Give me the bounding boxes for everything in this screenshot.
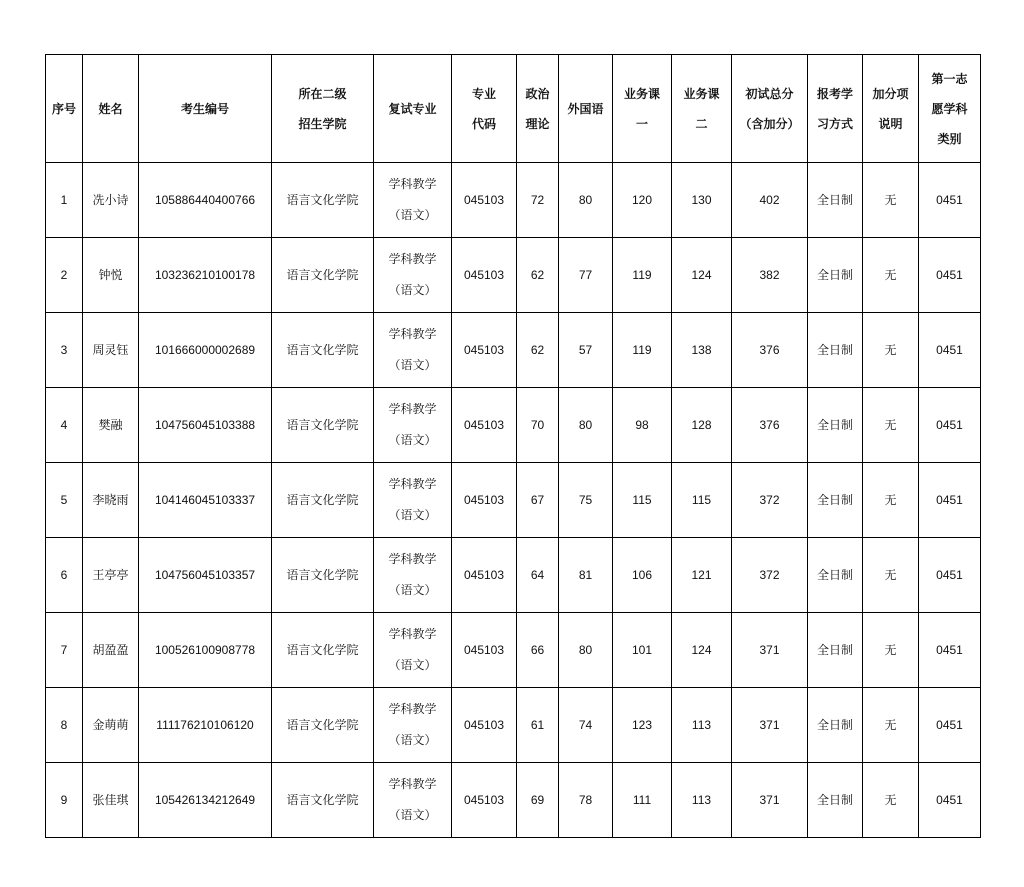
cell-category: 0451 [919, 688, 981, 763]
header-label: 说明 [878, 116, 903, 131]
cell-course2: 138 [672, 313, 732, 388]
col-header-seq [46, 55, 83, 163]
col-header-name [83, 55, 139, 163]
major-line: （语文） [388, 733, 437, 747]
cell-foreign: 78 [559, 763, 613, 838]
cell-foreign: 81 [559, 538, 613, 613]
header-label: 类别 [937, 131, 962, 146]
cell-politics: 62 [517, 238, 559, 313]
cell-bonus: 无 [863, 613, 919, 688]
cell-course1: 123 [613, 688, 672, 763]
header-label: 理论 [525, 116, 550, 131]
cell-college: 语言文化学院 [272, 313, 374, 388]
cell-course1: 119 [613, 238, 672, 313]
cell-name: 王亭亭 [83, 538, 139, 613]
major-line: 学科教学 [388, 552, 437, 566]
cell-mode: 全日制 [808, 463, 863, 538]
cell-name: 金萌萌 [83, 688, 139, 763]
cell-major [374, 388, 452, 463]
cell-college: 语言文化学院 [272, 238, 374, 313]
cell-seq: 9 [46, 763, 83, 838]
col-header-mode [808, 55, 863, 163]
cell-college: 语言文化学院 [272, 463, 374, 538]
table-row [46, 763, 981, 838]
header-label: 招生学院 [298, 116, 347, 131]
header-label: 一 [635, 116, 648, 131]
major-line: 学科教学 [388, 477, 437, 491]
header-label: 加分项 [872, 86, 909, 101]
cell-name: 樊融 [83, 388, 139, 463]
cell-code: 045103 [452, 163, 517, 238]
cell-category: 0451 [919, 463, 981, 538]
cell-course1: 101 [613, 613, 672, 688]
table-row [46, 688, 981, 763]
cell-course2: 113 [672, 763, 732, 838]
cell-exam-no: 105426134212649 [139, 763, 272, 838]
header-label: 代码 [471, 116, 496, 131]
cell-mode: 全日制 [808, 313, 863, 388]
cell-foreign: 77 [559, 238, 613, 313]
cell-foreign: 57 [559, 313, 613, 388]
col-header-politics [517, 55, 559, 163]
cell-total: 372 [732, 538, 808, 613]
cell-bonus: 无 [863, 163, 919, 238]
cell-seq: 3 [46, 313, 83, 388]
cell-bonus: 无 [863, 388, 919, 463]
cell-code: 045103 [452, 613, 517, 688]
cell-politics: 64 [517, 538, 559, 613]
cell-major [374, 238, 452, 313]
cell-bonus: 无 [863, 463, 919, 538]
header-label: 报考学 [816, 86, 853, 101]
col-header-exam-no [139, 55, 272, 163]
cell-course2: 121 [672, 538, 732, 613]
cell-course1: 120 [613, 163, 672, 238]
cell-mode: 全日制 [808, 388, 863, 463]
cell-category: 0451 [919, 613, 981, 688]
table-row [46, 238, 981, 313]
cell-bonus: 无 [863, 238, 919, 313]
table-row [46, 463, 981, 538]
cell-exam-no: 103236210100178 [139, 238, 272, 313]
major-line: 学科教学 [388, 627, 437, 641]
cell-course1: 98 [613, 388, 672, 463]
admission-score-table [45, 54, 981, 838]
cell-major [374, 688, 452, 763]
cell-politics: 67 [517, 463, 559, 538]
cell-bonus: 无 [863, 313, 919, 388]
cell-seq: 2 [46, 238, 83, 313]
cell-total: 382 [732, 238, 808, 313]
cell-politics: 61 [517, 688, 559, 763]
header-label: 业务课 [683, 86, 720, 101]
cell-seq: 8 [46, 688, 83, 763]
cell-major [374, 613, 452, 688]
cell-politics: 62 [517, 313, 559, 388]
major-line: （语文） [388, 808, 437, 822]
cell-course2: 113 [672, 688, 732, 763]
cell-politics: 66 [517, 613, 559, 688]
header-label: 二 [695, 116, 708, 131]
cell-course1: 106 [613, 538, 672, 613]
table-row [46, 613, 981, 688]
cell-total: 372 [732, 463, 808, 538]
header-label: 初试总分 [745, 86, 794, 101]
cell-code: 045103 [452, 763, 517, 838]
cell-foreign: 75 [559, 463, 613, 538]
cell-college: 语言文化学院 [272, 613, 374, 688]
cell-category: 0451 [919, 238, 981, 313]
cell-foreign: 80 [559, 163, 613, 238]
cell-category: 0451 [919, 763, 981, 838]
major-line: （语文） [388, 208, 437, 222]
cell-major [374, 313, 452, 388]
cell-code: 045103 [452, 388, 517, 463]
cell-course2: 130 [672, 163, 732, 238]
header-label: 序号 [51, 101, 76, 116]
header-label: 复试专业 [388, 101, 437, 116]
cell-mode: 全日制 [808, 763, 863, 838]
cell-mode: 全日制 [808, 688, 863, 763]
cell-politics: 72 [517, 163, 559, 238]
major-line: 学科教学 [388, 702, 437, 716]
cell-name: 冼小诗 [83, 163, 139, 238]
cell-seq: 4 [46, 388, 83, 463]
cell-politics: 70 [517, 388, 559, 463]
cell-course2: 115 [672, 463, 732, 538]
cell-name: 胡盈盈 [83, 613, 139, 688]
cell-mode: 全日制 [808, 538, 863, 613]
col-header-category [919, 55, 981, 163]
cell-bonus: 无 [863, 538, 919, 613]
cell-course1: 119 [613, 313, 672, 388]
col-header-bonus [863, 55, 919, 163]
cell-major [374, 538, 452, 613]
col-header-course2 [672, 55, 732, 163]
cell-category: 0451 [919, 163, 981, 238]
cell-total: 371 [732, 613, 808, 688]
header-label: 第一志 [931, 71, 968, 86]
cell-exam-no: 100526100908778 [139, 613, 272, 688]
table-row [46, 163, 981, 238]
cell-total: 376 [732, 388, 808, 463]
major-line: （语文） [388, 433, 437, 447]
cell-foreign: 80 [559, 388, 613, 463]
cell-code: 045103 [452, 238, 517, 313]
header-label: （含加分） [739, 116, 800, 131]
col-header-foreign [559, 55, 613, 163]
cell-total: 371 [732, 688, 808, 763]
cell-course1: 111 [613, 763, 672, 838]
cell-category: 0451 [919, 313, 981, 388]
cell-major [374, 163, 452, 238]
col-header-code [452, 55, 517, 163]
header-label: 习方式 [816, 116, 853, 131]
cell-foreign: 74 [559, 688, 613, 763]
major-line: 学科教学 [388, 777, 437, 791]
cell-college: 语言文化学院 [272, 763, 374, 838]
cell-name: 李晓雨 [83, 463, 139, 538]
cell-course2: 124 [672, 613, 732, 688]
header-label: 外国语 [567, 101, 604, 116]
cell-seq: 5 [46, 463, 83, 538]
cell-code: 045103 [452, 538, 517, 613]
table-row [46, 313, 981, 388]
cell-name: 周灵钰 [83, 313, 139, 388]
cell-mode: 全日制 [808, 613, 863, 688]
cell-course2: 128 [672, 388, 732, 463]
col-header-college [272, 55, 374, 163]
cell-total: 376 [732, 313, 808, 388]
document-sheet [45, 54, 980, 838]
header-label: 考生编号 [180, 101, 229, 116]
col-header-total [732, 55, 808, 163]
header-label: 姓名 [98, 101, 123, 116]
cell-code: 045103 [452, 688, 517, 763]
major-line: （语文） [388, 508, 437, 522]
cell-mode: 全日制 [808, 163, 863, 238]
cell-seq: 6 [46, 538, 83, 613]
header-label: 业务课 [623, 86, 660, 101]
cell-course1: 115 [613, 463, 672, 538]
cell-exam-no: 101666000002689 [139, 313, 272, 388]
cell-exam-no: 104756045103388 [139, 388, 272, 463]
cell-college: 语言文化学院 [272, 688, 374, 763]
cell-category: 0451 [919, 388, 981, 463]
table-row [46, 538, 981, 613]
cell-total: 371 [732, 763, 808, 838]
cell-category: 0451 [919, 538, 981, 613]
cell-college: 语言文化学院 [272, 388, 374, 463]
header-label: 所在二级 [298, 86, 347, 101]
cell-exam-no: 104756045103357 [139, 538, 272, 613]
major-line: 学科教学 [388, 252, 437, 266]
cell-bonus: 无 [863, 688, 919, 763]
table-header-row [46, 55, 981, 163]
cell-code: 045103 [452, 313, 517, 388]
col-header-course1 [613, 55, 672, 163]
cell-exam-no: 105886440400766 [139, 163, 272, 238]
major-line: 学科教学 [388, 327, 437, 341]
cell-bonus: 无 [863, 763, 919, 838]
cell-name: 张佳琪 [83, 763, 139, 838]
cell-foreign: 80 [559, 613, 613, 688]
cell-total: 402 [732, 163, 808, 238]
cell-exam-no: 111176210106120 [139, 688, 272, 763]
cell-mode: 全日制 [808, 238, 863, 313]
cell-exam-no: 104146045103337 [139, 463, 272, 538]
cell-major [374, 763, 452, 838]
cell-name: 钟悦 [83, 238, 139, 313]
major-line: 学科教学 [388, 402, 437, 416]
cell-major [374, 463, 452, 538]
cell-seq: 1 [46, 163, 83, 238]
table-row [46, 388, 981, 463]
cell-code: 045103 [452, 463, 517, 538]
cell-seq: 7 [46, 613, 83, 688]
cell-college: 语言文化学院 [272, 163, 374, 238]
major-line: （语文） [388, 583, 437, 597]
cell-politics: 69 [517, 763, 559, 838]
header-label: 愿学科 [931, 101, 968, 116]
header-label: 专业 [471, 86, 496, 101]
major-line: （语文） [388, 658, 437, 672]
table-body [46, 163, 981, 838]
major-line: （语文） [388, 283, 437, 297]
major-line: （语文） [388, 358, 437, 372]
header-label: 政治 [525, 86, 550, 101]
col-header-major [374, 55, 452, 163]
major-line: 学科教学 [388, 177, 437, 191]
cell-course2: 124 [672, 238, 732, 313]
cell-college: 语言文化学院 [272, 538, 374, 613]
